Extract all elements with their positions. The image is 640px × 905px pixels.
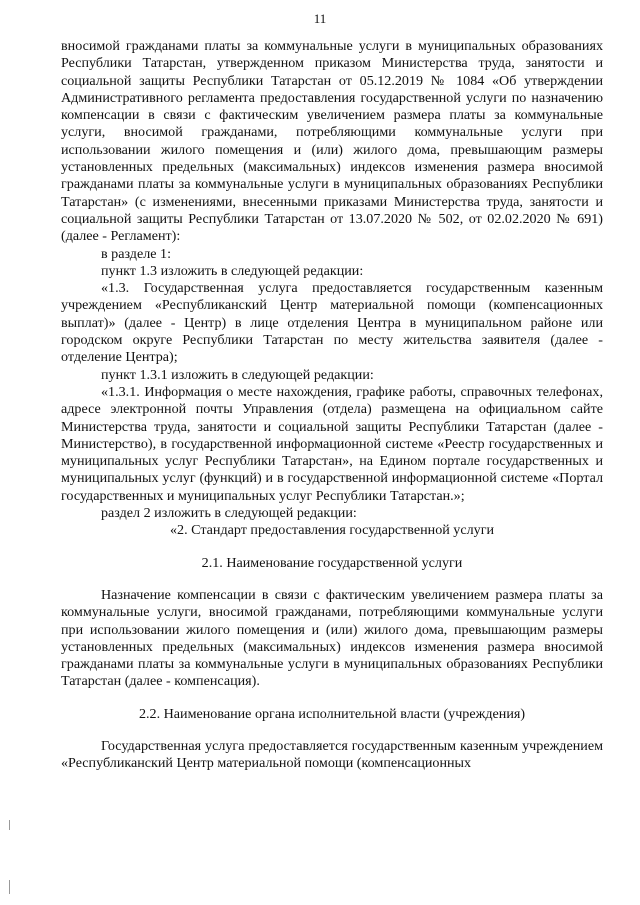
scan-artifact-line — [9, 880, 10, 894]
paragraph-item-1-3-1-intro: пункт 1.3.1 изложить в следующей редакции: — [101, 366, 374, 383]
paragraph-2-1: Назначение компенсации в связи с фактическим увеличением размера платы за коммунальные услуги, вносимой гражданами, потребляющими коммунальные услуги при использовании жилого помещения и (или) жилого дома, превышающим размеры установленных предельных (максимальных) индексов изменения размера вносимой гражданами платы за коммунальные услуги в муниципальных образованиях Республики Татарстан (далее - компенсация). — [61, 586, 603, 690]
paragraph-item-1-3: «1.3. Государственная услуга предоставляется государственным казенным учреждением «Республиканский Центр материальной помощи (компенсационных выплат)» (далее - Центр) в лице отделения Центра в муниципальном районе или городском округе Республики Татарстан по месту жительства заявителя (далее - отделение Центра); — [61, 280, 603, 366]
scan-artifact-line — [9, 820, 10, 830]
paragraph-item-1-3-intro: пункт 1.3 изложить в следующей редакции: — [101, 262, 364, 279]
paragraph-item-1-3-1: «1.3.1. Информация о месте нахождения, графике работы, справочных телефонах, адресе электронной почты Управления (отдела) размещена на официальном сайте Министерства труда, занятости и социальной защиты Республики Татарстан (далее - Министерство), в государственной информационной системе «Реестр государственных и муниципальных услуг Республики Татарстан», на Едином портале государственных и муниципальных услуг (функций) и в государственной информационной системе «Портал государственных и муниципальных услуг Республики Татарстан.»; — [61, 383, 603, 504]
paragraph-section-2-intro: раздел 2 изложить в следующей редакции: — [101, 505, 357, 522]
page-number: 11 — [313, 11, 327, 26]
heading-2-2: 2.2. Наименование органа исполнительной власти (учреждения) — [138, 705, 526, 722]
document-body — [61, 38, 603, 773]
heading-2-1: 2.1. Наименование государственной услуги — [201, 554, 463, 571]
paragraph-section-1: в разделе 1: — [101, 245, 171, 262]
paragraph-regulation-reference: вносимой гражданами платы за коммунальные услуги в муниципальных образованиях Республики Татарстан, утвержденном приказом Министерства труда, занятости и социальной защиты Республики Татарстан от 05.12.2019 № 1084 «Об утверждении Административного регламента предоставления государственной услуги по назначению компенсации в связи с фактическим увеличением размера платы за коммунальные услуги, вносимой гражданами, потребляющими коммунальные услуги при использовании жилого помещения и (или) жилого дома, превышающим размеры установленных предельных (максимальных) индексов изменения размера вносимой гражданами платы за коммунальные услуги в муниципальных образованиях Республики Татарстан» (с изменениями, внесенными приказами Министерства труда, занятости и социальной защиты Республики Татарстан от 13.07.2020 № 502, от 02.02.2020 № 691) (далее - Регламент): — [61, 38, 603, 245]
heading-standard: «2. Стандарт предоставления государственной услуги — [169, 522, 495, 539]
paragraph-2-2: Государственная услуга предоставляется государственным казенным учреждением «Республиканский Центр материальной помощи (компенсационных — [61, 737, 603, 772]
